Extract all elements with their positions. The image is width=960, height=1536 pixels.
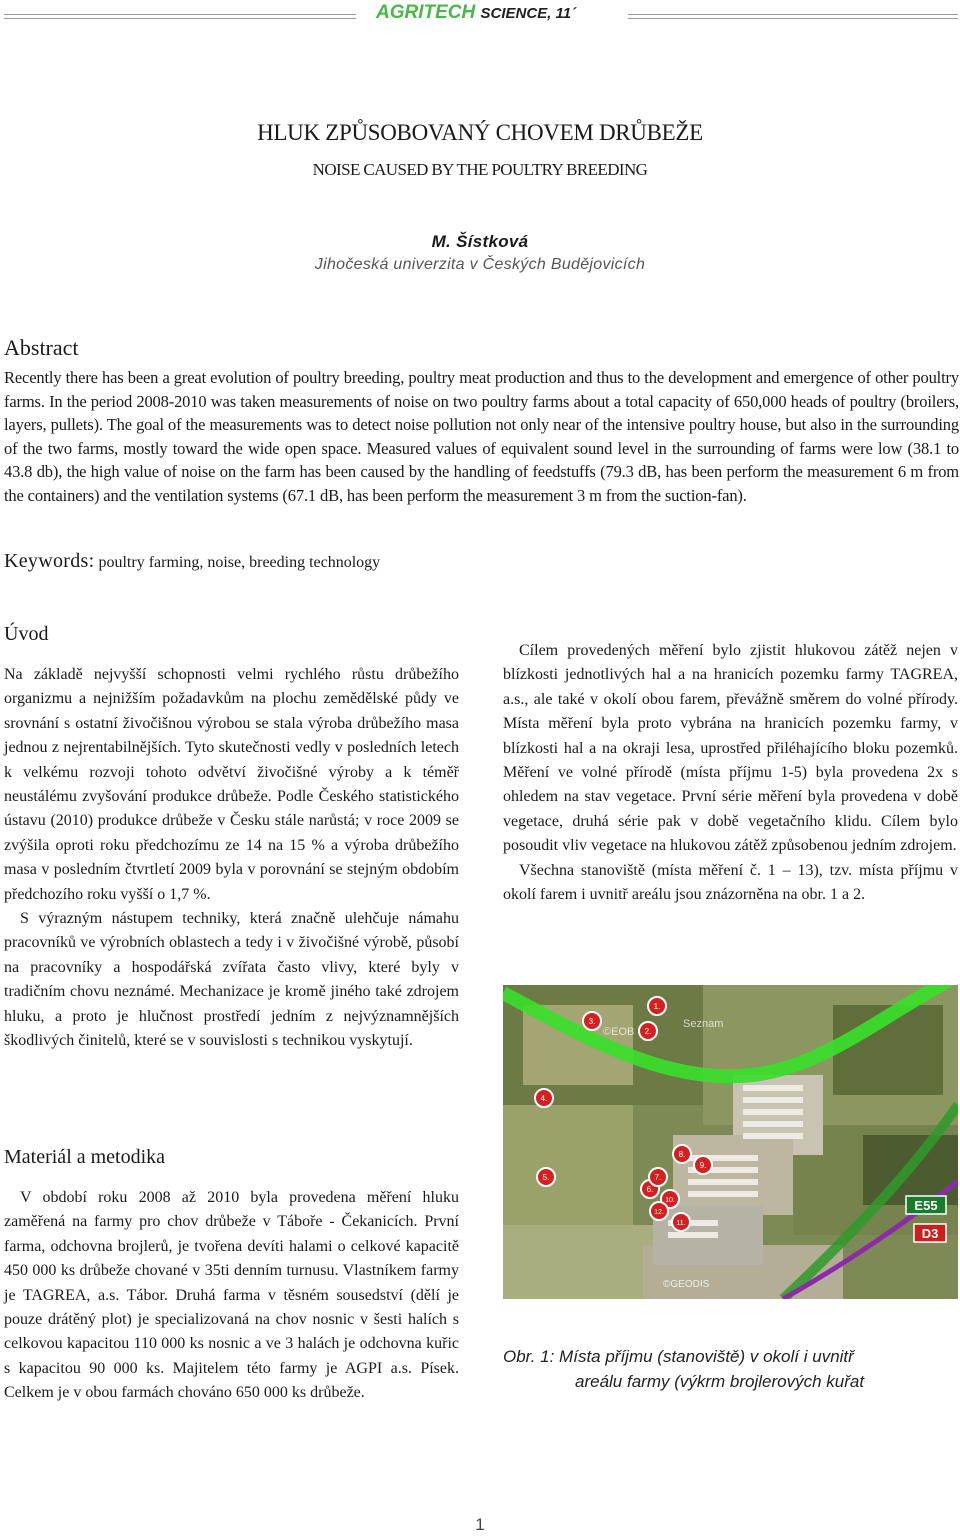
title-english: NOISE CAUSED BY THE POULTRY BREEDING — [312, 160, 648, 179]
metodika-paragraph-1: V období roku 2008 až 2010 byla provedena měření hluku zaměřená na farmy pro chov drůbeže v Táboře - Čekanicích. První farma, odchovna brojlerů, je tvořena devíti halami o celkové kapacitě 450 000 ks drůbeže chované v 35ti denním turnusu. Vlastníkem farmy je TAGREA, a.s. Tábor. Druhá farma v těsném sousedství (dělí je pouze drátěný plot) je specializovaná na chov nosnic v šesti halích s celkovou kapacitou 110 000 ks nosnic a ve 3 halách je odchovna kuřic s kapacitou 90 000 ks. Majitelem této farmy je AGPI a.s. Písek. Celkem je v obou farmách chováno 650 000 ks drůbeže. — [4, 1189, 459, 1402]
page-number: 1 — [475, 1515, 485, 1534]
svg-text:11.: 11. — [676, 1220, 686, 1227]
svg-text:3.: 3. — [588, 1017, 596, 1026]
map-marker-2 — [639, 1022, 657, 1040]
svg-text:6.: 6. — [646, 1185, 654, 1194]
journal-issue: SCIENCE, 11´ — [480, 5, 577, 22]
metodika-body — [4, 1186, 459, 1406]
author: M. Šístková — [431, 232, 529, 251]
keywords-text: poultry farming, noise, breeding technology — [98, 554, 381, 571]
road-label-d3: D3 — [921, 1226, 939, 1241]
map-marker-3 — [583, 1012, 601, 1030]
keywords-label: Keywords: — [4, 550, 95, 572]
right-paragraph-2: Všechna stanoviště (místa měření č. 1 – 13), tzv. místa příjmu v okolí farem i uvnitř areálu jsou znázorněna na obr. 1 a 2. — [503, 861, 958, 904]
map-marker-11 — [672, 1213, 690, 1231]
svg-text:4.: 4. — [540, 1094, 548, 1103]
header-rule-right — [628, 14, 958, 19]
map-geodis: ©GEODIS — [663, 1279, 710, 1290]
figure-caption-line-1: Obr. 1: Místa příjmu (stanoviště) v okolí i uvnitř — [503, 1347, 854, 1366]
map-watermark-1: ©EOB — [603, 1026, 635, 1038]
svg-text:12.: 12. — [654, 1209, 664, 1216]
right-column-body — [503, 639, 958, 907]
section-heading-uvod: Úvod — [4, 623, 49, 645]
keywords — [4, 550, 380, 573]
affiliation: Jihočeská univerzita v Českých Budějovicích — [314, 256, 646, 273]
map-marker-9 — [694, 1156, 712, 1174]
svg-text:8.: 8. — [678, 1150, 686, 1159]
svg-text:1.: 1. — [653, 1002, 661, 1011]
road-label-e55: E55 — [914, 1198, 938, 1213]
uvod-body — [4, 663, 459, 1054]
header-rule-left — [4, 14, 356, 19]
abstract-heading: Abstract — [4, 335, 79, 360]
uvod-paragraph-1: Na základě nejvyšší schopnosti velmi rychlého růstu drůbežího organizmu a nejnižším požadavkům na plochu zemědělské půdy ve srovnání s ostatní živočišnou výrobou se stala výroba drůbežího masa jednou z nejrentabilnějších. Tyto skutečnosti vedly v posledních letech k velkému rozvoji tohoto odvětví živočišné výroby a k téměř neustálému zvyšování produkce drůbeže. Podle Českého statistického ústavu (2010) produkce drůbeže v Česku stále narůstá; v roce 2009 se zvýšila oproti roku předchozímu ze 14 na 15 % a výroba drůbežího masa v posledním čtvrtletí 2009 byla v porovnání se stejným obdobím předchozího roku vyšší o 1,7 %. — [4, 666, 459, 903]
svg-text:9.: 9. — [699, 1161, 707, 1170]
svg-text:2.: 2. — [644, 1027, 652, 1036]
figure-caption — [503, 1344, 958, 1394]
aerial-map-figure — [503, 985, 958, 1299]
svg-text:5.: 5. — [542, 1173, 550, 1182]
map-marker-4 — [535, 1089, 553, 1107]
map-watermark-2: Seznam — [683, 1018, 724, 1030]
map-marker-5 — [537, 1168, 555, 1186]
uvod-paragraph-2: S výrazným nástupem techniky, která značně ulehčuje námahu pracovníků ve výrobních oblastech a tedy i v živočišné výrobě, působí na pracovníky a hospodářská zvířata často vlivy, které byly v tradičním chovu neznámé. Mechanizace je kromě jiného také zdrojem hluku, a proto je hlučnost prostředí jedním z nejvýznamnějších škodlivých činitelů, které se v souvislosti s technikou vyskytují. — [4, 910, 459, 1050]
right-paragraph-1: Cílem provedených měření bylo zjistit hlukovou zátěž nejen v blízkosti jednotlivých hal a na hranicích pozemku farmy TAGREA, a.s., ale také v okolí obou farem, převážně směrem do volné přírody. Místa měření byla proto vybrána na hranicích pozemku farmy, v blízkosti hal a na okraji lesa, uprostřed přiléhajícího bloku pozemků. Měření ve volné přírodě (místa příjmu 1-5) byla provedena 2x s ohledem na stav vegetace. První série měření byla provedena v době vegetace, druhá série pak v době vegetačního klidu. Cílem bylo posoudit vliv vegetace na hlukovou zátěž způsobenou jedním zdrojem. — [503, 642, 958, 855]
title-czech: HLUK ZPŮSOBOVANÝ CHOVEM DRŮBEŽE — [257, 120, 703, 145]
map-marker-8 — [673, 1145, 691, 1163]
map-marker-1 — [648, 997, 666, 1015]
map-marker-12 — [650, 1202, 668, 1220]
svg-text:10.: 10. — [665, 1197, 675, 1204]
journal-header — [376, 2, 576, 24]
journal-brand: AGRITECH — [376, 2, 476, 23]
abstract-text: Recently there has been a great evolution of poultry breeding, poultry meat production and thus to the development and emergence of other poultry farms. In the period 2008-2010 was taken measurements of noise on two poultry farms about a total capacity of 650,000 heads of poultry (broilers, layers, pullets). The goal of the measurements was to detect noise pollution not only near of the intensive poultry house, but also in the surrounding of the two farms, mostly toward the wide open space. Measured values of equivalent sound level in the surrounding of farms were low (38.1 to 43.8 db), the high value of noise on the farm has been caused by the handling of feedstuffs (79.3 dB, has been perform the measurement 6 m from the containers) and the ventilation systems (67.1 dB, has been perform the measurement 3 m from the suction-fan). — [4, 368, 959, 505]
svg-text:7.: 7. — [654, 1173, 662, 1182]
map-marker-7 — [649, 1168, 667, 1186]
figure-caption-line-2: areálu farmy (výkrm brojlerových kuřat — [575, 1372, 865, 1391]
section-heading-metodika: Materiál a metodika — [4, 1146, 166, 1168]
